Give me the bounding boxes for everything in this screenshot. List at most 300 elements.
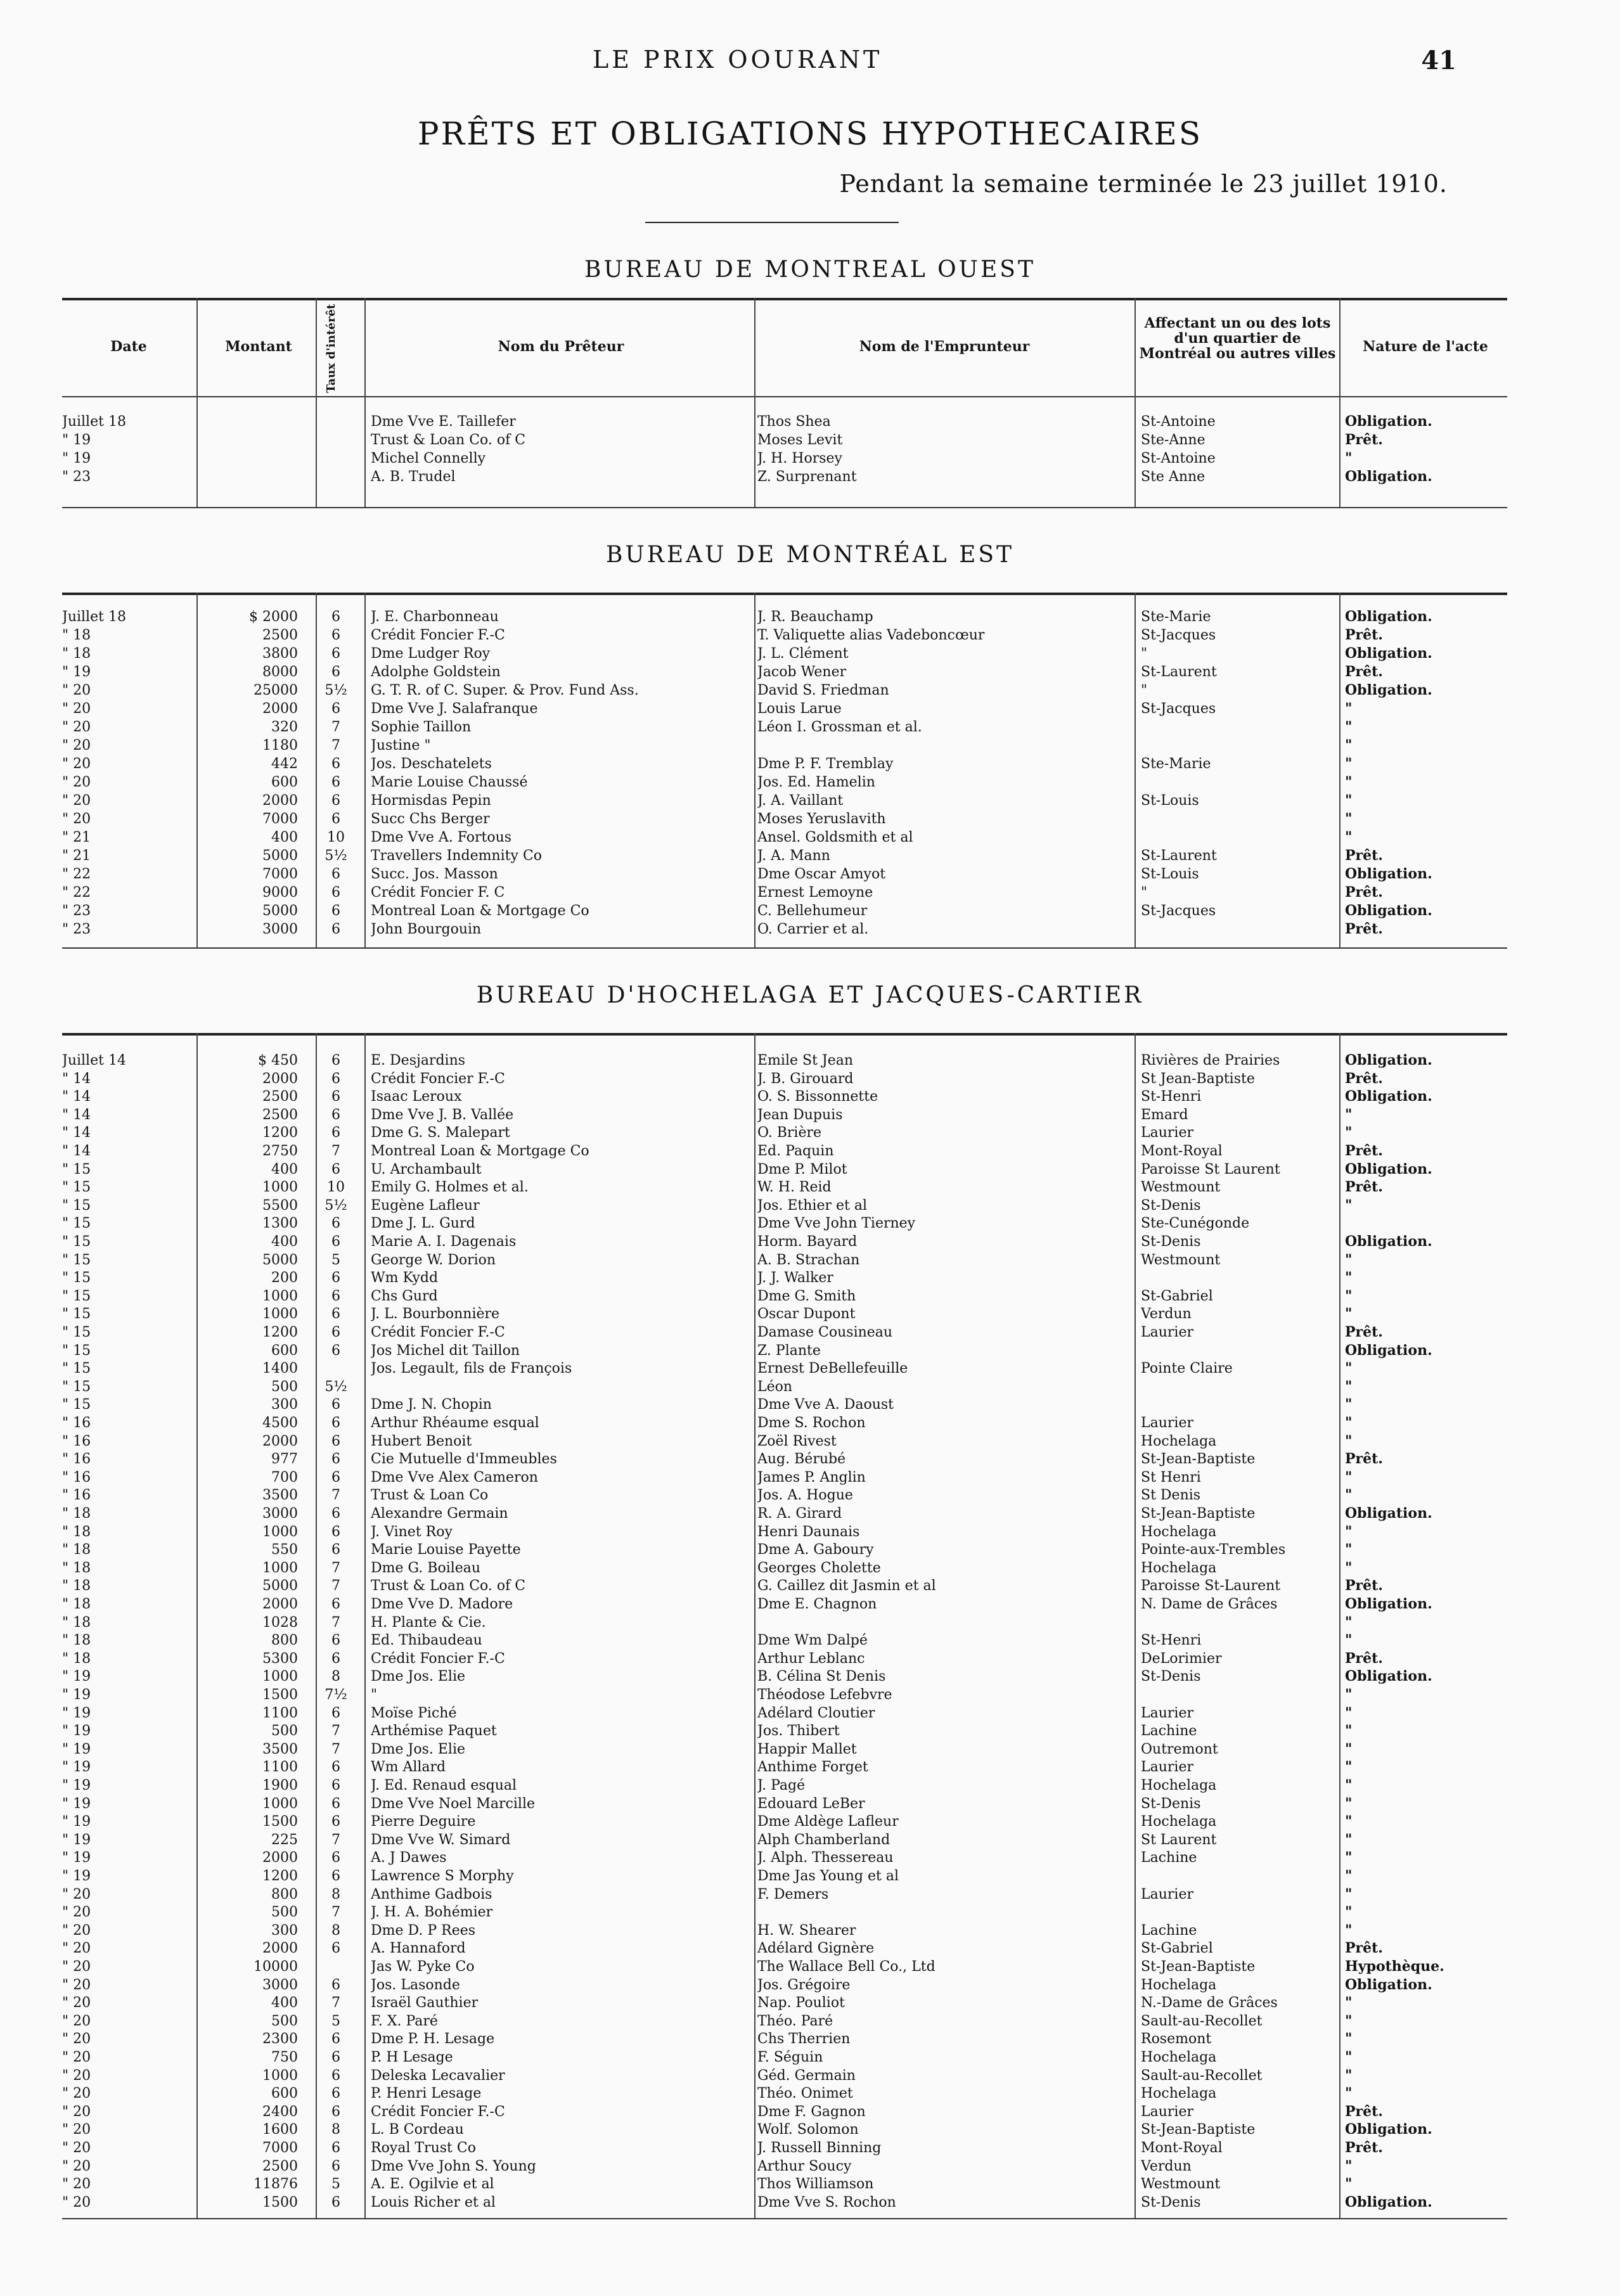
table-row [0, 1469, 1620, 1486]
cell-preteur: Dme Vve J. Salafranque [371, 701, 538, 717]
cell-preteur: Dme Vve D. Madore [371, 1596, 513, 1612]
table-row [0, 2194, 1620, 2211]
cell-date: " 21 [62, 848, 91, 864]
cell-nature: Prêt. [1345, 884, 1383, 901]
header-rule [62, 396, 1507, 397]
cell-preteur: Dme G. S. Malepart [371, 1125, 510, 1141]
cell-nature: Prêt. [1345, 2103, 1383, 2120]
cell-nature: " [1345, 737, 1353, 754]
cell-nature: " [1345, 2012, 1353, 2029]
cell-affectant: Lachine [1141, 1922, 1197, 1939]
table-row [0, 1233, 1620, 1250]
table-row [0, 1124, 1620, 1141]
cell-nature: Prêt. [1345, 627, 1383, 643]
cell-preteur: Marie A. I. Dagenais [371, 1234, 517, 1250]
cell-date: " 15 [62, 1252, 91, 1268]
cell-nature: Obligation. [1345, 1342, 1432, 1359]
column-header-date: Date [110, 338, 147, 355]
cell-emprunteur: Jos. Ethier et al [757, 1197, 867, 1214]
cell-montant: 5300 [262, 1650, 298, 1667]
cell-date: " 18 [62, 1596, 91, 1612]
cell-preteur: Crédit Foncier F.-C [371, 627, 505, 643]
cell-date: Juillet 18 [62, 609, 126, 625]
cell-nature: " [1345, 811, 1353, 827]
cell-montant: 800 [271, 1886, 298, 1902]
column-header-montant: Montant [225, 338, 292, 355]
cell-preteur: Crédit Foncier F.-C [371, 1650, 505, 1667]
cell-emprunteur: Théo. Paré [757, 2013, 833, 2029]
cell-emprunteur: Ed. Paquin [757, 1143, 834, 1159]
cell-nature: Prêt. [1345, 1451, 1383, 1468]
cell-nature: " [1345, 2085, 1353, 2102]
cell-nature: " [1345, 719, 1353, 735]
cell-taux: 6 [331, 774, 340, 790]
cell-montant: 1300 [262, 1215, 298, 1232]
table-row [0, 1759, 1620, 1776]
cell-nature: " [1345, 792, 1353, 809]
cell-preteur: Eugène Lafleur [371, 1197, 480, 1214]
cell-montant: 2000 [262, 1433, 298, 1449]
cell-date: " 20 [62, 1904, 91, 1921]
cell-emprunteur: J. L. Clément [757, 646, 849, 662]
cell-preteur: Alexandre Germain [371, 1506, 508, 1522]
cell-emprunteur: J. B. Girouard [757, 1070, 854, 1087]
cell-preteur: Dme Vve Noel Marcille [371, 1795, 535, 1812]
table-row [0, 1614, 1620, 1631]
cell-preteur: Crédit Foncier F.-C [371, 2103, 505, 2120]
cell-preteur: Trust & Loan Co. of C [371, 432, 526, 448]
table-bottom-rule [62, 947, 1507, 949]
cell-affectant: Ste Anne [1141, 469, 1205, 485]
cell-date: " 18 [62, 1523, 91, 1540]
cell-affectant: Laurier [1141, 1415, 1193, 1431]
column-header-nature: Nature de l'acte [1363, 338, 1488, 355]
cell-nature: " [1345, 774, 1353, 790]
cell-nature: " [1345, 1921, 1353, 1939]
cell-montant: 3000 [262, 921, 298, 937]
table-row [0, 921, 1620, 938]
cell-preteur: F. X. Paré [371, 2013, 438, 2029]
cell-date: " 20 [62, 2086, 91, 2102]
cell-date: " 15 [62, 1306, 91, 1323]
cell-taux: 6 [331, 1106, 340, 1123]
cell-montant: 2750 [262, 1143, 298, 1159]
cell-nature: " [1345, 1740, 1353, 1757]
cell-nature: " [1345, 1523, 1353, 1540]
cell-date: " 20 [62, 2049, 91, 2065]
table-row [0, 1922, 1620, 1939]
cell-emprunteur: Léon I. Grossman et al. [757, 719, 922, 735]
cell-montant: 10000 [254, 1959, 298, 1975]
cell-emprunteur: Léon [757, 1378, 793, 1395]
table-row [0, 811, 1620, 828]
cell-preteur: P. H Lesage [371, 2049, 453, 2065]
cell-montant: 2400 [262, 2103, 298, 2120]
cell-montant: 500 [271, 2013, 298, 2029]
cell-date: " 14 [62, 1106, 91, 1123]
cell-date: " 20 [62, 1886, 91, 1902]
cell-emprunteur: Happir Mallet [757, 1741, 857, 1757]
cell-nature: Obligation. [1345, 1052, 1432, 1068]
cell-emprunteur: Dme P. F. Tremblay [757, 756, 894, 772]
table-row [0, 1722, 1620, 1740]
cell-emprunteur: Théodose Lefebvre [757, 1687, 892, 1703]
cell-preteur: Dme Vve A. Fortous [371, 830, 512, 845]
cell-preteur: Jas W. Pyke Co [371, 1959, 475, 1975]
cell-emprunteur: Chs Therrien [757, 2031, 851, 2048]
table-row [0, 1940, 1620, 1957]
cell-emprunteur: Adélard Cloutier [757, 1705, 875, 1721]
cell-taux: 6 [331, 1469, 340, 1485]
cell-date: " 20 [62, 719, 91, 735]
table-row [0, 719, 1620, 736]
table-row [0, 1487, 1620, 1504]
cell-date: " 16 [62, 1451, 91, 1468]
cell-taux: 8 [331, 2122, 340, 2138]
cell-date: " 16 [62, 1433, 91, 1449]
cell-montant: 2500 [262, 2158, 298, 2174]
cell-montant: 3500 [262, 1487, 298, 1504]
cell-emprunteur: Arthur Soucy [757, 2158, 852, 2174]
table-row [0, 450, 1620, 467]
cell-affectant: Lachine [1141, 1850, 1197, 1866]
cell-preteur: Louis Richer et al [371, 2194, 496, 2210]
cell-montant: 1000 [262, 1795, 298, 1812]
table-row [0, 1378, 1620, 1395]
cell-emprunteur: Jos. Ed. Hamelin [757, 774, 875, 790]
table-row [0, 755, 1620, 773]
cell-taux: 6 [331, 2031, 340, 2048]
cell-taux: 6 [331, 1542, 340, 1558]
cell-preteur: H. Plante & Cie. [371, 1614, 486, 1631]
cell-affectant: Laurier [1141, 1125, 1193, 1141]
table-bottom-rule [62, 2218, 1507, 2219]
cell-affectant: St-Denis [1141, 1669, 1201, 1685]
table-row [0, 1288, 1620, 1305]
cell-montant: 5000 [262, 1578, 298, 1594]
cell-date: " 23 [62, 469, 91, 485]
cell-date: " 15 [62, 1288, 91, 1304]
cell-emprunteur: T. Valiquette alias Vadeboncœur [757, 627, 985, 643]
cell-montant: 2500 [262, 1106, 298, 1123]
cell-affectant: Rosemont [1141, 2031, 1212, 2048]
table-row [0, 2030, 1620, 2048]
cell-affectant: Laurier [1141, 1705, 1193, 1721]
table-row [0, 1070, 1620, 1087]
cell-preteur: Dme J. N. Chopin [371, 1397, 492, 1413]
table-row [0, 1052, 1620, 1069]
cell-preteur: Dme Vve E. Taillefer [371, 414, 516, 430]
cell-montant: 8000 [262, 664, 298, 680]
cell-nature: Obligation. [1345, 645, 1432, 662]
cell-affectant: St-Jean-Baptiste [1141, 2122, 1256, 2138]
cell-montant: 7000 [262, 2140, 298, 2156]
cell-affectant: St-Antoine [1141, 451, 1216, 466]
cell-preteur: Emily G. Holmes et al. [371, 1179, 529, 1196]
cell-montant: 3000 [262, 1506, 298, 1522]
cell-preteur: Trust & Loan Co. of C [371, 1578, 526, 1594]
cell-emprunteur: The Wallace Bell Co., Ltd [757, 1959, 935, 1975]
cell-affectant: St Denis [1141, 1487, 1201, 1504]
cell-taux: 5½ [325, 683, 347, 698]
cell-preteur: George W. Dorion [371, 1252, 496, 1268]
cell-affectant: N. Dame de Grâces [1141, 1596, 1278, 1612]
table-row [0, 1868, 1620, 1885]
cell-affectant: Ste-Cunégonde [1141, 1215, 1250, 1232]
cell-taux: 7 [331, 1487, 340, 1504]
cell-nature: Prêt. [1345, 1650, 1383, 1667]
cell-affectant: St-Denis [1141, 2194, 1201, 2210]
cell-emprunteur: O. Brière [757, 1125, 822, 1141]
cell-nature: " [1345, 1360, 1353, 1377]
table-row [0, 1668, 1620, 1685]
cell-affectant: Mont-Royal [1141, 2140, 1223, 2156]
cell-preteur: Jos. Lasonde [371, 1977, 460, 1993]
cell-date: " 18 [62, 1560, 91, 1576]
cell-date: " 19 [62, 432, 91, 448]
cell-nature: " [1345, 1613, 1353, 1631]
cell-montant: 1000 [262, 1288, 298, 1304]
cell-taux: 6 [331, 1977, 340, 1993]
cell-affectant: Laurier [1141, 1324, 1193, 1340]
cell-taux: 7 [331, 719, 340, 735]
column-header-emprunteur: Nom de l'Emprunteur [859, 338, 1030, 355]
cell-date: " 14 [62, 1070, 91, 1087]
cell-taux: 6 [331, 1215, 340, 1232]
cell-taux: 5½ [325, 1197, 347, 1214]
cell-montant: 2000 [262, 701, 298, 717]
cell-affectant: St-Jacques [1141, 701, 1216, 717]
cell-preteur: Pierre Deguire [371, 1814, 476, 1830]
cell-nature: " [1345, 1904, 1353, 1921]
cell-preteur: Montreal Loan & Mortgage Co [371, 1143, 589, 1159]
cell-taux: 6 [331, 2086, 340, 2102]
cell-montant: 1000 [262, 1523, 298, 1540]
cell-montant: 800 [271, 1632, 298, 1649]
table-row [0, 1560, 1620, 1577]
journal-name: LE PRIX OOURANT [593, 46, 883, 74]
cell-emprunteur: Edouard LeBer [757, 1795, 865, 1812]
cell-taux: 6 [331, 2049, 340, 2065]
cell-nature: Obligation. [1345, 1160, 1432, 1177]
cell-taux: 6 [331, 1705, 340, 1721]
cell-nature: " [1345, 2157, 1353, 2174]
cell-nature: Obligation. [1345, 608, 1432, 625]
cell-emprunteur: B. Célina St Denis [757, 1669, 886, 1685]
cell-emprunteur: R. A. Girard [757, 1506, 842, 1522]
section-title-est: BUREAU DE MONTRÉAL EST [605, 542, 1015, 568]
cell-taux: 5½ [325, 848, 347, 864]
cell-montant: 1000 [262, 1669, 298, 1685]
cell-date: " 14 [62, 1143, 91, 1159]
cell-emprunteur: Anthime Forget [757, 1759, 868, 1776]
cell-date: " 19 [62, 1795, 91, 1812]
cell-montant: 2000 [262, 1940, 298, 1957]
cell-montant: 750 [271, 2049, 298, 2065]
cell-affectant: Hochelaga [1141, 1560, 1217, 1576]
table-row [0, 2103, 1620, 2120]
cell-date: " 18 [62, 1614, 91, 1631]
cell-emprunteur: Damase Cousineau [757, 1324, 893, 1340]
table-top-rule [62, 593, 1507, 595]
cell-date: " 18 [62, 1632, 91, 1649]
cell-nature: " [1345, 1414, 1353, 1431]
cell-montant: 5000 [262, 903, 298, 919]
cell-emprunteur: Dme G. Smith [757, 1288, 856, 1304]
cell-taux: 6 [331, 646, 340, 662]
cell-preteur: Justine " [371, 738, 431, 754]
cell-date: " 19 [62, 1868, 91, 1884]
table-row [0, 1777, 1620, 1794]
cell-nature: " [1345, 1124, 1353, 1141]
cell-taux: 7 [331, 1578, 340, 1594]
cell-affectant: Rivières de Prairies [1141, 1053, 1280, 1068]
cell-montant: 1200 [262, 1125, 298, 1141]
cell-taux: 7 [331, 1560, 340, 1576]
table-row [0, 1849, 1620, 1866]
table-row [0, 608, 1620, 625]
cell-montant: 300 [271, 1397, 298, 1413]
table-row [0, 1741, 1620, 1758]
cell-affectant: St-Laurent [1141, 848, 1217, 864]
cell-affectant: St Henri [1141, 1469, 1201, 1485]
table-top-rule [62, 1033, 1507, 1036]
cell-date: " 18 [62, 1506, 91, 1522]
table-row [0, 664, 1620, 681]
cell-emprunteur: Z. Surprenant [757, 469, 857, 485]
cell-preteur: J. E. Charbonneau [371, 609, 499, 625]
cell-date: " 19 [62, 1778, 91, 1793]
cell-affectant: " [1141, 885, 1148, 901]
cell-preteur: Royal Trust Co [371, 2140, 476, 2156]
cell-date: " 20 [62, 738, 91, 754]
cell-montant: 225 [271, 1831, 298, 1848]
cell-date: " 20 [62, 2013, 91, 2029]
cell-emprunteur: Dme E. Chagnon [757, 1596, 877, 1612]
cell-emprunteur: J. Alph. Thessereau [757, 1850, 894, 1866]
cell-emprunteur: O. S. Bissonnette [757, 1089, 878, 1105]
cell-emprunteur: Georges Cholette [757, 1560, 881, 1576]
cell-date: " 15 [62, 1161, 91, 1177]
cell-emprunteur: Dme S. Rochon [757, 1415, 866, 1431]
cell-affectant: Ste-Anne [1141, 432, 1205, 448]
cell-preteur: Hubert Benoit [371, 1433, 472, 1449]
cell-taux: 6 [331, 1234, 340, 1250]
cell-preteur: Wm Kydd [371, 1270, 439, 1286]
column-header-affectant: Affectant un ou des lots d'un quartier de Montréal ou autres villes [1139, 315, 1336, 362]
cell-date: " 20 [62, 756, 91, 772]
cell-emprunteur: Jos. Thibert [757, 1723, 840, 1740]
cell-nature: " [1345, 1396, 1353, 1413]
cell-affectant: Sault-au-Recollet [1141, 2013, 1263, 2029]
cell-nature: Obligation. [1345, 1505, 1432, 1522]
cell-date: " 19 [62, 1759, 91, 1776]
table-row [0, 1451, 1620, 1468]
cell-emprunteur: Dme A. Gaboury [757, 1542, 874, 1558]
cell-montant: 2000 [262, 793, 298, 809]
cell-preteur: Succ Chs Berger [371, 811, 490, 827]
cell-montant: 2000 [262, 1850, 298, 1866]
cell-montant: 7000 [262, 866, 298, 882]
cell-nature: Prêt. [1345, 847, 1383, 864]
cell-taux: 6 [331, 1778, 340, 1793]
cell-date: " 15 [62, 1215, 91, 1232]
cell-emprunteur: Dme Wm Dalpé [757, 1632, 868, 1649]
cell-taux: 6 [331, 1596, 340, 1612]
cell-date: " 15 [62, 1378, 91, 1395]
table-row [0, 792, 1620, 809]
cell-nature: " [1345, 1487, 1353, 1504]
page-subtitle: Pendant la semaine terminée le 23 juillet 1910. [839, 170, 1448, 198]
cell-date: " 15 [62, 1197, 91, 1214]
cell-montant: 320 [271, 719, 298, 735]
table-row [0, 1795, 1620, 1812]
cell-nature: " [1345, 1106, 1353, 1123]
column-header-taux: Taux d'intérêt [325, 304, 338, 393]
cell-emprunteur: Ansel. Goldsmith et al [757, 830, 913, 845]
cell-taux: 10 [327, 830, 345, 845]
cell-nature: " [1345, 1468, 1353, 1485]
table-row [0, 774, 1620, 791]
cell-affectant: Hochelaga [1141, 1523, 1217, 1540]
cell-preteur: Crédit Foncier F.-C [371, 1070, 505, 1087]
cell-date: " 20 [62, 1922, 91, 1939]
cell-preteur: Ed. Thibaudeau [371, 1632, 482, 1649]
cell-taux: 6 [331, 1089, 340, 1105]
cell-affectant: " [1141, 683, 1148, 698]
cell-nature: " [1345, 1777, 1353, 1793]
cell-preteur: Hormisdas Pepin [371, 793, 491, 809]
cell-affectant: Laurier [1141, 1759, 1193, 1776]
cell-nature: " [1345, 1251, 1353, 1268]
column-header-preteur: Nom du Prêteur [498, 338, 624, 355]
cell-nature: " [1345, 450, 1353, 466]
table-row [0, 1994, 1620, 2011]
cell-montant: 11876 [254, 2176, 298, 2193]
cell-affectant: Westmount [1141, 2176, 1221, 2193]
cell-montant: 400 [271, 1234, 298, 1250]
cell-affectant: Outremont [1141, 1741, 1218, 1757]
cell-preteur: A. E. Ogilvie et al [371, 2176, 494, 2193]
cell-montant: 600 [271, 774, 298, 790]
cell-date: " 22 [62, 885, 91, 901]
cell-date: " 15 [62, 1361, 91, 1377]
cell-affectant: Ste-Marie [1141, 756, 1211, 772]
cell-taux: 5½ [325, 1378, 347, 1395]
cell-emprunteur: F. Séguin [757, 2049, 823, 2065]
cell-preteur: Lawrence S Morphy [371, 1868, 514, 1884]
cell-date: " 20 [62, 774, 91, 790]
cell-preteur: Adolphe Goldstein [371, 664, 501, 680]
table-row [0, 1106, 1620, 1124]
cell-nature: " [1345, 1813, 1353, 1830]
cell-date: " 20 [62, 1995, 91, 2011]
cell-preteur: Michel Connelly [371, 451, 486, 466]
cell-emprunteur: F. Demers [757, 1886, 829, 1902]
cell-affectant: St-Antoine [1141, 414, 1216, 430]
cell-montant: 2000 [262, 1596, 298, 1612]
cell-nature: Prêt. [1345, 1179, 1383, 1196]
cell-emprunteur: Géd. Germain [757, 2067, 856, 2084]
cell-montant: 400 [271, 1995, 298, 2011]
cell-date: Juillet 14 [62, 1053, 126, 1068]
table-top-rule [62, 298, 1507, 300]
cell-taux: 6 [331, 811, 340, 827]
cell-nature: Prêt. [1345, 1070, 1383, 1087]
cell-affectant: St-Denis [1141, 1197, 1201, 1214]
cell-affectant: DeLorimier [1141, 1650, 1222, 1667]
cell-nature: " [1345, 2176, 1353, 2193]
